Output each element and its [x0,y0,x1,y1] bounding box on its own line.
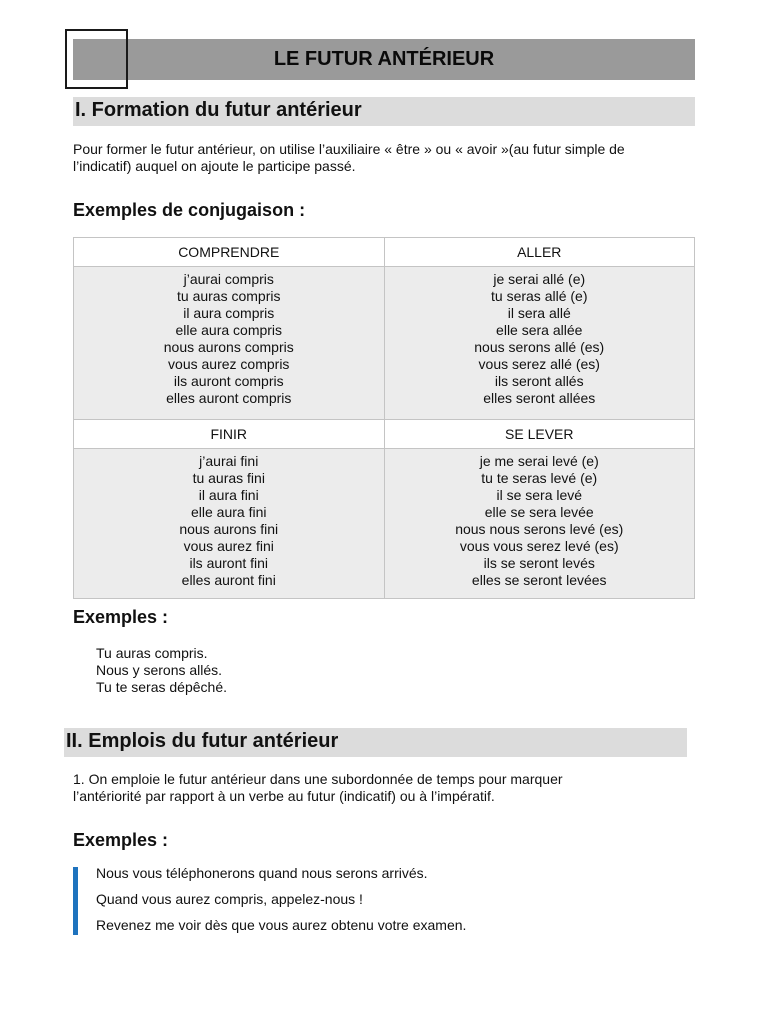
title-bar [73,39,695,80]
examples-heading: Exemples : [73,607,169,627]
conjugation-line: elle aura fini [191,504,267,520]
conjugation-line: j’aurai fini [199,453,259,469]
conjugation-line: ils se seront levés [483,555,595,571]
section-1-heading: I. Formation du futur antérieur [75,99,362,121]
conjugation-line: elles auront compris [166,390,292,406]
example-sentence: Nous vous téléphonerons quand nous serons arrivés. [96,865,428,881]
conjugation-line: elle se sera levée [484,504,594,520]
page-title: LE FUTUR ANTÉRIEUR [273,48,495,70]
conjugation-line: ils seront allés [494,373,584,389]
conjugation-line: il aura compris [183,305,275,321]
conjugation-line: il se sera levé [496,487,583,503]
table-header-comprendre: COMPRENDRE [74,238,385,267]
table-cell-se-lever [384,449,695,599]
usage-line: l’antériorité par rapport à un verbe au futur (indicatif) ou à l’impératif. [73,788,495,804]
example-sentence: Tu te seras dépêché. [96,679,228,695]
conjugation-line: nous aurons compris [163,339,294,355]
conjugation-heading: Exemples de conjugaison : [73,200,306,220]
example-sentence: Quand vous aurez compris, appelez-nous ! [96,891,363,907]
conjugation-line: elles se seront levées [471,572,607,588]
conjugation-line: elles seront allées [483,390,596,406]
conjugation-line: tu auras fini [192,470,265,486]
usage-line: 1. On emploie le futur antérieur dans une subordonnée de temps pour marquer [73,771,563,787]
conjugation-line: tu te seras levé (e) [481,470,598,486]
section-1-header [73,97,695,126]
table-header-aller: ALLER [384,238,695,267]
example-sentence: Tu auras compris. [96,645,208,661]
quote-accent-bar [73,867,78,935]
intro-line: Pour former le futur antérieur, on utilise l’auxiliaire « être » ou « avoir »(au futur simple de [73,141,625,157]
decorative-corner-box [65,29,128,89]
conjugation-line: tu seras allé (e) [491,288,588,304]
intro-line: l’indicatif) auquel on ajoute le participe passé. [73,158,356,174]
conjugation-line: je serai allé (e) [493,271,586,287]
conjugation-line: elle sera allée [496,322,583,338]
table-cell-aller [384,267,695,420]
table-header-finir: FINIR [74,420,385,449]
conjugation-line: vous aurez compris [168,356,290,372]
example-sentence: Nous y serons allés. [96,662,223,678]
conjugation-line: ils auront compris [173,373,284,389]
conjugation-line: vous serez allé (es) [478,356,600,372]
conjugation-line: vous aurez fini [183,538,274,554]
examples-heading: Exemples : [73,830,169,850]
conjugation-line: je me serai levé (e) [479,453,599,469]
examples-list [96,865,466,943]
section-2-header [64,728,687,757]
conjugation-line: il sera allé [507,305,571,321]
conjugation-line: tu auras compris [177,288,281,304]
conjugation-line: nous nous serons levé (es) [455,521,624,537]
examples-list [96,645,227,696]
conjugation-line: nous serons allé (es) [474,339,605,355]
usage-paragraph [73,771,698,805]
conjugation-line: nous aurons fini [179,521,279,537]
intro-paragraph [73,141,698,175]
conjugation-line: j’aurai compris [183,271,274,287]
table-header-se-lever: SE LEVER [384,420,695,449]
conjugation-line: il aura fini [198,487,259,503]
conjugation-line: elle aura compris [175,322,283,338]
example-sentence: Revenez me voir dès que vous aurez obtenu votre examen. [96,917,467,933]
conjugation-line: elles auront fini [181,572,276,588]
conjugation-table [73,237,695,599]
table-cell-comprendre [74,267,385,420]
conjugation-line: vous vous serez levé (es) [459,538,619,554]
section-2-heading: II. Emplois du futur antérieur [66,730,339,752]
table-cell-finir [74,449,385,599]
conjugation-line: ils auront fini [189,555,269,571]
